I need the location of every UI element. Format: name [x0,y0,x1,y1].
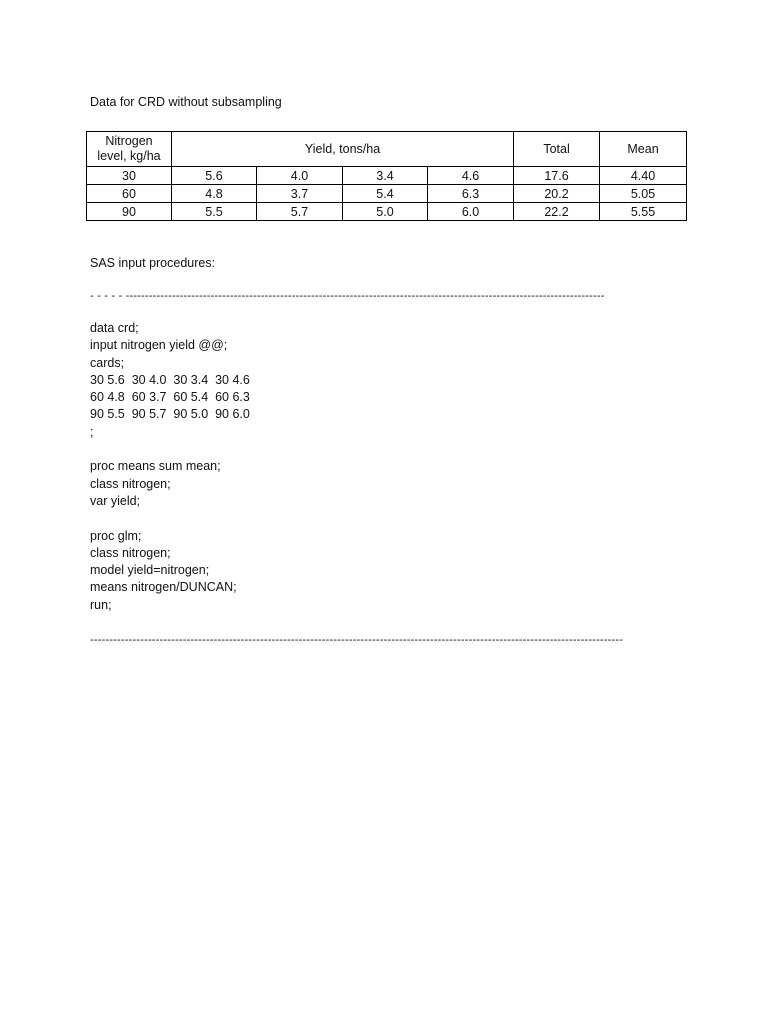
cell-total: 22.2 [514,203,600,221]
header-yield: Yield, tons/ha [172,132,514,167]
header-mean: Mean [600,132,687,167]
table-row [87,167,687,185]
cell-yield: 5.7 [257,203,343,221]
cell-nitrogen: 60 [87,185,172,203]
cell-yield: 4.6 [428,167,514,185]
page-title: Data for CRD without subsampling [90,95,282,109]
cell-total: 17.6 [514,167,600,185]
header-nitrogen-line1: Nitrogen [105,134,153,148]
cell-mean: 5.55 [600,203,687,221]
bottom-dashed-rule: ------------------------------------------------------------------------------------------------------------------------------------------ [90,634,624,646]
code-line: 90 5.5 90 5.7 90 5.0 90 6.0 [90,407,250,422]
cell-nitrogen: 30 [87,167,172,185]
code-line: proc glm; [90,528,142,543]
cell-yield: 3.4 [343,167,428,185]
code-line: 60 4.8 60 3.7 60 5.4 60 6.3 [90,390,250,405]
table-row [87,185,687,203]
top-dashed-rule: - - - - - ---------------------------------------------------------------------------------------------------------------------------- [90,290,605,302]
cell-mean: 4.40 [600,167,687,185]
cell-yield: 5.4 [343,185,428,203]
code-line: 30 5.6 30 4.0 30 3.4 30 4.6 [90,372,250,387]
cell-mean: 5.05 [600,185,687,203]
code-line: run; [90,597,112,612]
code-line: input nitrogen yield @@; [90,338,228,353]
cell-yield: 4.8 [172,185,257,203]
sas-input-label: SAS input procedures: [90,256,216,270]
cell-total: 20.2 [514,185,600,203]
cell-nitrogen: 90 [87,203,172,221]
code-line: model yield=nitrogen; [90,563,210,578]
code-line: data crd; [90,321,139,335]
cell-yield: 4.0 [257,167,343,185]
header-total: Total [514,132,600,167]
code-line: ; [90,424,94,439]
cell-yield: 6.0 [428,203,514,221]
cell-yield: 6.3 [428,185,514,203]
cell-yield: 5.0 [343,203,428,221]
code-line: class nitrogen; [90,545,171,560]
code-line: means nitrogen/DUNCAN; [90,580,237,595]
table-row [87,203,687,221]
cell-yield: 5.6 [172,167,257,185]
cell-yield: 5.5 [172,203,257,221]
crd-data-table [86,131,687,221]
header-nitrogen-level [87,132,172,167]
code-blank-line [90,441,250,458]
code-line: cards; [90,355,125,370]
code-line: proc means sum mean; [90,459,221,474]
code-line: class nitrogen; [90,476,171,491]
header-nitrogen-line2: level, kg/ha [97,149,161,163]
cell-yield: 3.7 [257,185,343,203]
code-blank-line [90,510,250,527]
code-line: var yield; [90,493,141,508]
sas-code-block [90,320,250,614]
table-header-row [87,132,687,167]
